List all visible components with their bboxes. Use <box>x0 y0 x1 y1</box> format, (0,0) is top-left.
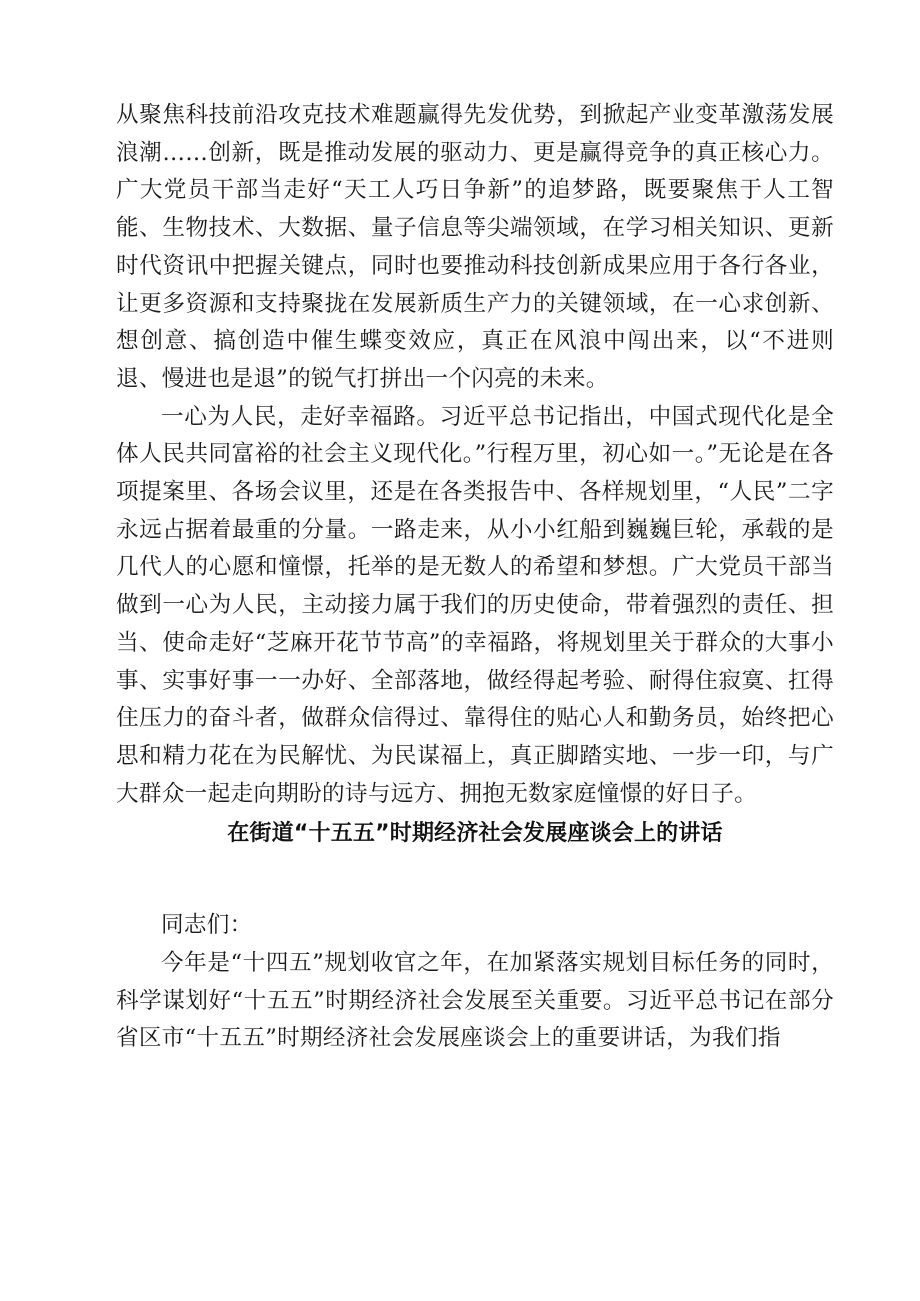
body-paragraph-people: 一心为人民，走好幸福路。习近平总书记指出，中国式现代化是全体人民共同富裕的社会主义现代化。”行程万里，初心如一。”无论是在各项提案里、各场会议里，还是在各类报告中、各样规划里，“人民”二字永远占据着最重的分量。一路走来，从小小红船到巍巍巨轮，承载的是几代人的心愿和憧憬，托举的是无数人的希望和梦想。广大党员干部当做到一心为人民，主动接力属于我们的历史使命，带着强烈的责任、担当、使命走好“芝麻开花节节高”的幸福路，将规划里关于群众的大事小事、实事好事一一办好、全部落地，做经得起考验、耐得住寂寞、扛得住压力的奋斗者，做群众信得过、靠得住的贴心人和勤务员，始终把心思和精力花在为民解忧、为民谋福上，真正脚踏实地、一步一印，与广大群众一起走向期盼的诗与远方、拥抱无数家庭憧憬的好日子。 <box>116 403 834 807</box>
body-paragraph-innovation: 从聚焦科技前沿攻克技术难题赢得先发优势，到掀起产业变革激荡发展浪潮……创新，既是推动发展的驱动力、更是赢得竞争的真正核心力。广大党员干部当走好“天工人巧日争新”的追梦路，既要聚焦于人工智能、生物技术、大数据、量子信息等尖端领域，在学习相关知识、更新时代资讯中把握关键点，同时也要推动科技创新成果应用于各行各业，让更多资源和支持聚拢在发展新质生产力的关键领域，在一心求创新、想创意、搞创造中催生蝶变效应，真正在风浪中闯出来，以“不进则退、慢进也是退”的锐气打拼出一个闪亮的未来。 <box>116 102 834 392</box>
speech-opening-paragraph: 今年是“十四五”规划收官之年，在加紧落实规划目标任务的同时，科学谋划好“十五五”时期经济社会发展至关重要。习近平总书记在部分省区市“十五五”时期经济社会发展座谈会上的重要讲话，为我们指 <box>116 950 834 1052</box>
document-page <box>116 97 834 1058</box>
speech-salutation: 同志们： <box>161 912 253 939</box>
speech-title: 在街道“十五五”时期经济社会发展座谈会上的讲话 <box>227 821 723 847</box>
